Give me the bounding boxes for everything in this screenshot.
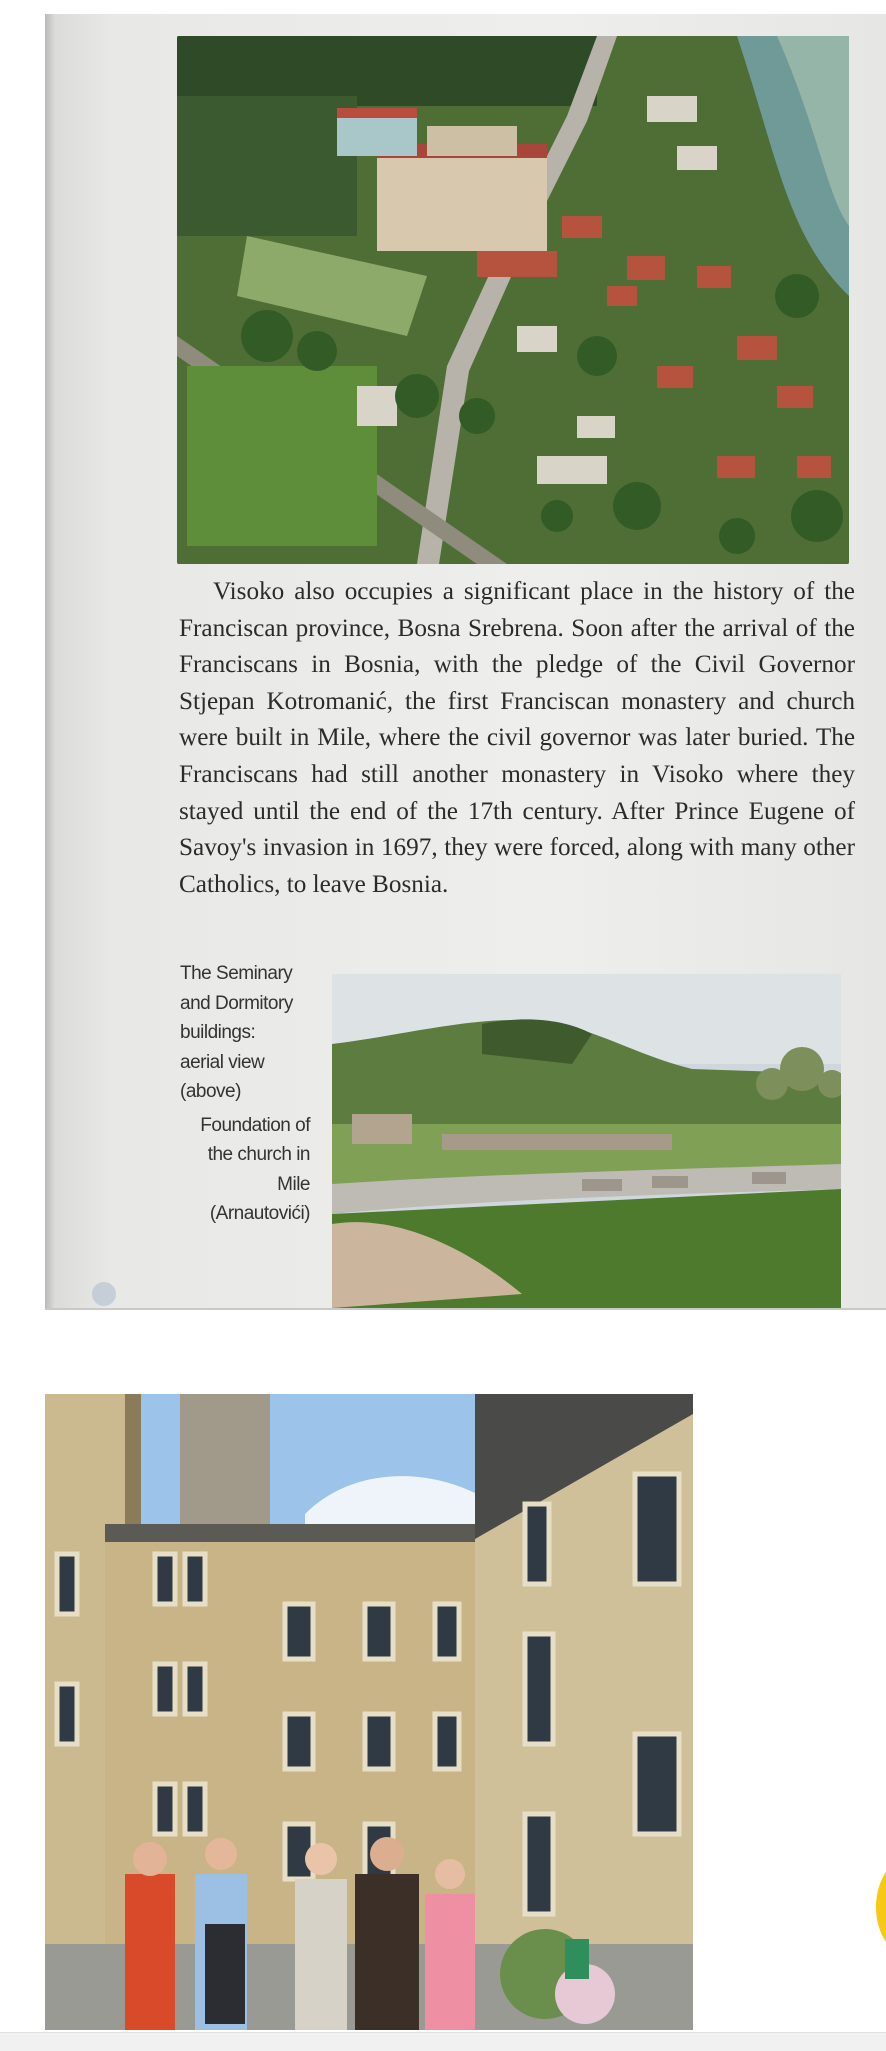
captions	[180, 959, 310, 1229]
book-page-photo[interactable]	[45, 14, 886, 1310]
floating-action-button[interactable]	[876, 1857, 886, 1957]
caption-foundation: Foundation of the church in Mile (Arnautovići)	[200, 1114, 310, 1224]
page-number-dot	[92, 1282, 116, 1306]
aerial-view-photo	[177, 36, 849, 564]
book-paragraph: Visoko also occupies a significant place in the history of the Franciscan province, Bosna Srebrena. Soon after the arrival of the Franciscans in Bosnia, with the pledge of the Civil Governor Stjepan Kotromanić, the first Franciscan monastery and church were built in Mile, where the civil governor was later buried. The Franciscans had still another monastery in Visoko where they stayed until the end of the 17th century. After Prince Eugene of Savoy's invasion in 1697, they were forced, along with many other Catholics, to leave Bosnia.	[179, 578, 855, 898]
ruins-photo	[332, 974, 841, 1308]
group-photo[interactable]	[45, 1394, 693, 2030]
page-spine	[45, 14, 55, 1308]
caption-seminary: The Seminary and Dormitory buildings: aerial view (above)	[180, 963, 293, 1102]
bottom-bar	[0, 2032, 886, 2051]
